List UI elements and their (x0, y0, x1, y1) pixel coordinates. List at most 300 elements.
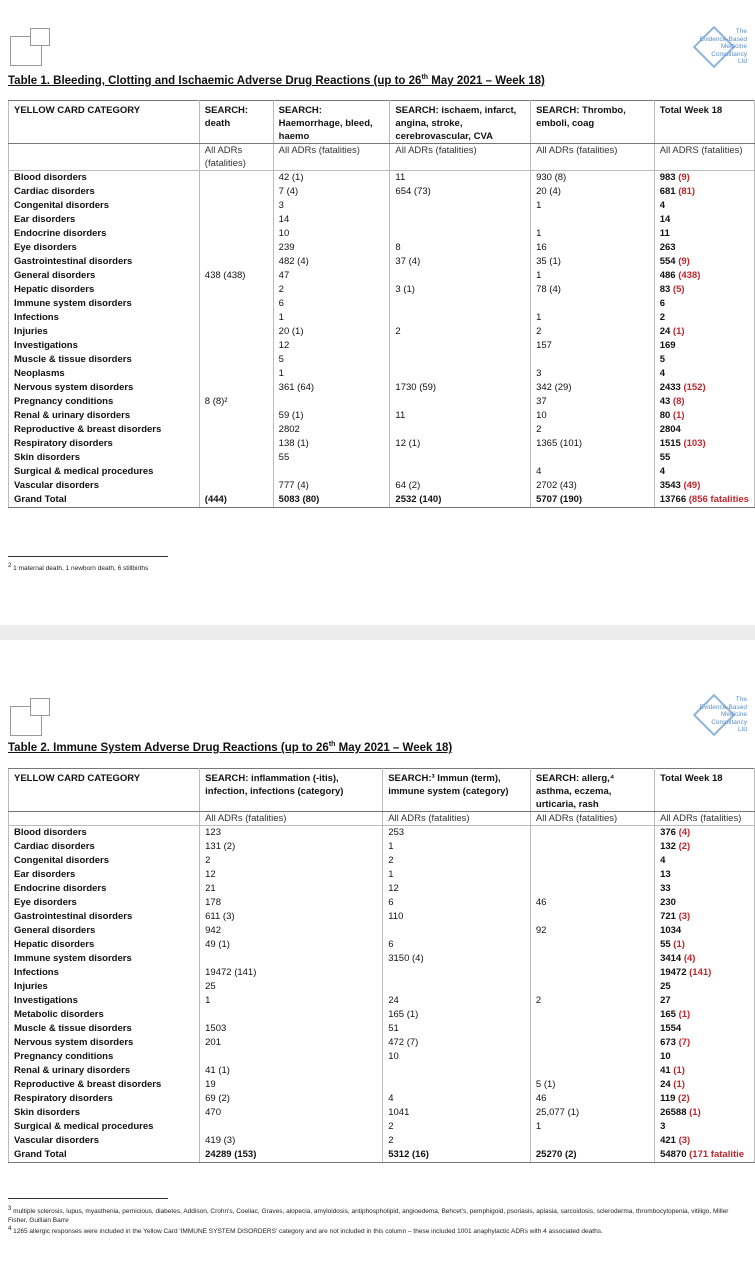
table-row (9, 1064, 755, 1078)
brand-text (683, 696, 747, 734)
fatalities-value: (7) (678, 1037, 691, 1048)
value-cell (530, 952, 654, 966)
value-cell (530, 910, 654, 924)
category-cell: Renal & urinary disorders (9, 409, 200, 423)
total-value: 27 (660, 995, 671, 1006)
brand-text-line: Consultancy (711, 718, 747, 726)
category-cell: Renal & urinary disorders (9, 1064, 200, 1078)
value-cell: 25 (200, 980, 383, 994)
total-cell (654, 199, 754, 213)
value-cell (531, 213, 655, 227)
value-cell (199, 353, 273, 367)
total-value: 2 (659, 312, 665, 323)
value-cell: 1 (531, 269, 655, 283)
total-cell (654, 171, 754, 186)
value-cell: 12 (200, 868, 383, 882)
category-cell: Surgical & medical procedures (9, 1120, 200, 1134)
total-cell (654, 269, 754, 283)
value-cell (390, 311, 531, 325)
value-cell (530, 1064, 654, 1078)
value-cell (199, 451, 273, 465)
value-cell: 942 (200, 924, 383, 938)
total-cell (655, 868, 755, 882)
brand-text-line: Medicine (720, 43, 747, 50)
value-cell: 178 (200, 896, 383, 910)
fatalities-value: (2) (678, 1093, 690, 1104)
total-cell (655, 994, 755, 1008)
value-cell (390, 297, 531, 311)
category-cell: Skin disorders (9, 451, 200, 465)
value-cell (390, 367, 531, 381)
table-row (9, 1092, 755, 1106)
value-cell: 361 (64) (273, 381, 390, 395)
table-row (9, 297, 755, 311)
page-table2 (0, 640, 755, 1280)
column-header: SEARCH: inflammation (-itis), infection, infections (category) (200, 769, 383, 812)
value-cell (530, 1134, 654, 1148)
value-cell: 1730 (59) (390, 381, 531, 395)
value-cell: 49 (1) (200, 938, 383, 952)
category-cell: Cardiac disorders (9, 840, 200, 854)
category-cell: Endocrine disorders (9, 882, 200, 896)
category-cell: Surgical & medical procedures (9, 465, 200, 479)
subheader-row (9, 812, 755, 826)
category-cell: Nervous system disorders (9, 381, 200, 395)
brand-text-line: The (735, 696, 747, 703)
value-cell: 11 (390, 171, 531, 186)
fatalities-value: (856 fatalities (688, 494, 749, 505)
total-value: 33 (660, 883, 671, 894)
fatalities-value: (1) (673, 1079, 685, 1090)
fatalities-value: (1) (673, 939, 685, 950)
table-row (9, 1078, 755, 1092)
brand-text-line: Ltd (737, 726, 747, 733)
value-cell (531, 297, 655, 311)
total-value: 4 (659, 200, 665, 211)
value-cell: 3150 (4) (383, 952, 531, 966)
value-cell: 11 (390, 409, 531, 423)
total-value: 421 (660, 1135, 676, 1146)
total-value: 376 (660, 827, 676, 838)
column-header: SEARCH: death (199, 101, 273, 144)
category-cell: Respiratory disorders (9, 1092, 200, 1106)
value-cell: 64 (2) (390, 479, 531, 493)
total-cell (654, 297, 754, 311)
table-row (9, 171, 755, 186)
table-row (9, 409, 755, 423)
total-value: 673 (660, 1037, 676, 1048)
value-cell: 14 (273, 213, 390, 227)
total-cell (654, 423, 754, 437)
value-cell: 2 (531, 325, 655, 339)
total-cell (655, 896, 755, 910)
value-cell: 131 (2) (200, 840, 383, 854)
value-cell: 55 (273, 451, 390, 465)
table-row (9, 882, 755, 896)
total-value: 165 (660, 1009, 676, 1020)
fatalities-value: (2) (678, 841, 691, 852)
value-cell (530, 854, 654, 868)
total-cell (655, 980, 755, 994)
value-cell (199, 255, 273, 269)
column-subheader: All ADRs (fatalities) (383, 812, 531, 826)
value-cell (530, 1008, 654, 1022)
table-row (9, 910, 755, 924)
value-cell: 21 (200, 882, 383, 896)
value-cell: 5083 (80) (273, 493, 390, 508)
value-cell (199, 381, 273, 395)
category-cell: Congenital disorders (9, 199, 200, 213)
value-cell (530, 1036, 654, 1050)
table-row (9, 1036, 755, 1050)
total-value: 4 (659, 466, 665, 477)
total-cell (654, 479, 754, 493)
value-cell: 1 (531, 311, 655, 325)
table-row (9, 227, 755, 241)
value-cell: 165 (1) (383, 1008, 531, 1022)
total-value: 26588 (660, 1107, 687, 1118)
total-cell (655, 1036, 755, 1050)
total-cell (655, 924, 755, 938)
value-cell: 46 (530, 1092, 654, 1106)
value-cell (383, 980, 531, 994)
category-cell: Hepatic disorders (9, 283, 200, 297)
category-cell: Reproductive & breast disorders (9, 1078, 200, 1092)
value-cell: 41 (1) (200, 1064, 383, 1078)
total-value: 4 (659, 368, 665, 379)
total-cell (654, 325, 754, 339)
category-cell: General disorders (9, 924, 200, 938)
total-cell (655, 854, 755, 868)
column-header: SEARCH:³ Immun (term), immune system (category) (383, 769, 531, 812)
ebm-consultancy-logo (683, 28, 747, 70)
value-cell (383, 1078, 531, 1092)
table-row (9, 325, 755, 339)
total-value: 13 (660, 869, 671, 880)
fatalities-value: (1) (672, 410, 685, 421)
value-cell (200, 1008, 383, 1022)
brand-text-line: Medicine (720, 711, 747, 718)
category-cell: Investigations (9, 994, 200, 1008)
total-cell (654, 465, 754, 479)
value-cell (199, 437, 273, 451)
value-cell: 6 (273, 297, 390, 311)
fatalities-value: (4) (678, 827, 691, 838)
value-cell: 1 (383, 840, 531, 854)
value-cell: 8 (390, 241, 531, 255)
category-cell: Cardiac disorders (9, 185, 200, 199)
table1-title: Table 1. Bleeding, Clotting and Ischaemic Adverse Drug Reactions (up to 26th May 2021 – Week 18) (8, 74, 545, 87)
total-value: 2804 (659, 424, 681, 435)
table-row (9, 241, 755, 255)
total-value: 230 (660, 897, 676, 908)
total-value: 80 (659, 410, 671, 421)
value-cell: 5312 (16) (383, 1148, 531, 1163)
total-value: 24 (660, 1079, 671, 1090)
page-table1 (0, 0, 755, 625)
column-subheader: All ADRs (fatalities) (390, 144, 531, 171)
column-subheader: All ADRs (fatalities) (655, 812, 755, 826)
total-value: 4 (660, 855, 666, 866)
column-subheader: All ADRs (fatalities) (530, 812, 654, 826)
total-cell (654, 353, 754, 367)
value-cell (390, 227, 531, 241)
category-cell: Ear disorders (9, 213, 200, 227)
total-value: 132 (660, 841, 676, 852)
value-cell: 1 (273, 311, 390, 325)
total-value: 3 (660, 1121, 666, 1132)
value-cell (199, 171, 273, 186)
value-cell (390, 213, 531, 227)
category-cell: Vascular disorders (9, 479, 200, 493)
value-cell: 37 (531, 395, 655, 409)
value-cell (199, 185, 273, 199)
value-cell: 5707 (190) (531, 493, 655, 508)
table-row (9, 185, 755, 199)
category-cell: Immune system disorders (9, 297, 200, 311)
table-row (9, 938, 755, 952)
total-cell (655, 1106, 755, 1120)
value-cell: 10 (531, 409, 655, 423)
table-row (9, 269, 755, 283)
value-cell (390, 465, 531, 479)
total-cell (655, 910, 755, 924)
table2 (8, 768, 755, 1163)
value-cell (199, 297, 273, 311)
total-value: 25 (660, 981, 671, 992)
value-cell: 16 (531, 241, 655, 255)
category-cell: Grand Total (9, 1148, 200, 1163)
fatalities-value: (4) (683, 953, 696, 964)
value-cell: 201 (200, 1036, 383, 1050)
total-value: 681 (659, 186, 676, 197)
value-cell: 42 (1) (273, 171, 390, 186)
category-cell: Injuries (9, 325, 200, 339)
category-cell: Ear disorders (9, 868, 200, 882)
value-cell: 2702 (43) (531, 479, 655, 493)
brand-text-line: Evidence-Based (699, 703, 747, 711)
total-cell (655, 1078, 755, 1092)
page-separator (0, 625, 755, 640)
table-row (9, 1008, 755, 1022)
table-row (9, 353, 755, 367)
total-cell (654, 255, 754, 269)
column-subheader (9, 144, 200, 171)
value-cell: 239 (273, 241, 390, 255)
value-cell (530, 1050, 654, 1064)
total-value: 24 (659, 326, 671, 337)
total-value: 554 (659, 256, 676, 267)
value-cell: 92 (530, 924, 654, 938)
value-cell: 1 (531, 227, 655, 241)
table-row (9, 840, 755, 854)
total-value: 5 (659, 354, 665, 365)
value-cell (200, 1050, 383, 1064)
category-cell: Pregnancy conditions (9, 395, 200, 409)
value-cell (390, 423, 531, 437)
total-value: 1554 (660, 1023, 682, 1034)
value-cell: 20 (4) (531, 185, 655, 199)
total-cell (654, 283, 754, 297)
total-cell (654, 339, 754, 353)
category-cell: Nervous system disorders (9, 1036, 200, 1050)
value-cell: 25270 (2) (530, 1148, 654, 1163)
table-row (9, 367, 755, 381)
value-cell (530, 826, 654, 841)
brand-text (683, 28, 747, 66)
value-cell: 482 (4) (273, 255, 390, 269)
value-cell: 2 (383, 854, 531, 868)
value-cell (199, 367, 273, 381)
value-cell: 110 (383, 910, 531, 924)
value-cell (530, 1022, 654, 1036)
total-cell (654, 493, 754, 508)
value-cell: 611 (3) (200, 910, 383, 924)
table2-title: Table 2. Immune System Adverse Drug Reactions (up to 26th May 2021 – Week 18) (8, 741, 453, 754)
table-row (9, 868, 755, 882)
value-cell: 438 (438) (199, 269, 273, 283)
value-cell (390, 199, 531, 213)
total-value: 14 (659, 214, 671, 225)
value-cell (390, 339, 531, 353)
category-cell: Neoplasms (9, 367, 200, 381)
fatalities-value: (1) (689, 1107, 701, 1118)
category-cell: Respiratory disorders (9, 437, 200, 451)
value-cell: 1 (531, 199, 655, 213)
value-cell: 5 (273, 353, 390, 367)
total-value: 3543 (659, 480, 681, 491)
table-row (9, 1022, 755, 1036)
table-row (9, 213, 755, 227)
column-subheader: All ADRs (fatalities) (200, 812, 383, 826)
value-cell: 472 (7) (383, 1036, 531, 1050)
value-cell (200, 1120, 383, 1134)
fatalities-value: (9) (678, 172, 690, 183)
total-value: 3414 (660, 953, 682, 964)
total-value: 721 (660, 911, 676, 922)
table-row (9, 283, 755, 297)
category-cell: Investigations (9, 339, 200, 353)
value-cell (390, 269, 531, 283)
grand-total-row (9, 493, 755, 508)
table-row (9, 952, 755, 966)
value-cell: 1 (200, 994, 383, 1008)
value-cell: 19 (200, 1078, 383, 1092)
grand-total-row (9, 1148, 755, 1163)
table-row (9, 1134, 755, 1148)
fatalities-value: (438) (678, 270, 701, 281)
value-cell: 2532 (140) (390, 493, 531, 508)
total-value: 13766 (659, 494, 687, 505)
value-cell: 419 (3) (200, 1134, 383, 1148)
value-cell: 12 (383, 882, 531, 896)
table-row (9, 854, 755, 868)
value-cell (531, 353, 655, 367)
value-cell (531, 451, 655, 465)
value-cell: 2 (383, 1120, 531, 1134)
category-cell: Muscle & tissue disorders (9, 1022, 200, 1036)
value-cell: 12 (1) (390, 437, 531, 451)
value-cell: 138 (1) (273, 437, 390, 451)
brand-text-line: The (735, 28, 747, 35)
total-value: 19472 (660, 967, 687, 978)
value-cell: 69 (2) (200, 1092, 383, 1106)
value-cell: 59 (1) (273, 409, 390, 423)
table1 (8, 100, 755, 508)
table-row (9, 465, 755, 479)
value-cell: 777 (4) (273, 479, 390, 493)
total-cell (654, 213, 754, 227)
column-header: SEARCH: allerg,⁴ asthma, eczema, urticaria, rash (530, 769, 654, 812)
value-cell: 654 (73) (390, 185, 531, 199)
value-cell (199, 409, 273, 423)
value-cell (199, 339, 273, 353)
fatalities-value: (103) (683, 438, 706, 449)
value-cell (383, 1064, 531, 1078)
column-header: SEARCH: Haemorrhage, bleed, haemo (273, 101, 390, 144)
value-cell: 24 (383, 994, 531, 1008)
total-value: 43 (659, 396, 671, 407)
total-value: 83 (659, 284, 671, 295)
document-logo-icon (10, 28, 52, 66)
fatalities-value: (152) (683, 382, 706, 393)
total-value: 55 (660, 939, 671, 950)
category-cell: Congenital disorders (9, 854, 200, 868)
category-cell: Eye disorders (9, 241, 200, 255)
table-row (9, 1120, 755, 1134)
value-cell: 1 (530, 1120, 654, 1134)
value-cell: 1365 (101) (531, 437, 655, 451)
column-header: YELLOW CARD CATEGORY (9, 769, 200, 812)
value-cell (530, 868, 654, 882)
total-cell (655, 1050, 755, 1064)
column-subheader (9, 812, 200, 826)
brand-text-line: Evidence-Based (699, 35, 747, 43)
category-cell: Infections (9, 311, 200, 325)
value-cell: 470 (200, 1106, 383, 1120)
value-cell: 7 (4) (273, 185, 390, 199)
value-cell: 4 (531, 465, 655, 479)
category-cell: Injuries (9, 980, 200, 994)
total-cell (654, 409, 754, 423)
value-cell: 12 (273, 339, 390, 353)
total-cell (654, 185, 754, 199)
table-row (9, 395, 755, 409)
total-cell (655, 952, 755, 966)
table-row (9, 339, 755, 353)
value-cell: 1503 (200, 1022, 383, 1036)
value-cell (199, 283, 273, 297)
total-cell (655, 938, 755, 952)
total-cell (654, 381, 754, 395)
table-row (9, 255, 755, 269)
total-cell (655, 1148, 755, 1163)
total-cell (655, 882, 755, 896)
value-cell: 5 (1) (530, 1078, 654, 1092)
total-value: 6 (659, 298, 665, 309)
total-value: 11 (659, 228, 670, 239)
value-cell (530, 980, 654, 994)
total-value: 10 (660, 1051, 671, 1062)
value-cell (530, 840, 654, 854)
value-cell (390, 353, 531, 367)
total-value: 1034 (660, 925, 682, 936)
value-cell: 2 (531, 423, 655, 437)
value-cell: 2 (390, 325, 531, 339)
total-value: 119 (660, 1093, 676, 1104)
total-value: 263 (659, 242, 676, 253)
value-cell (200, 952, 383, 966)
